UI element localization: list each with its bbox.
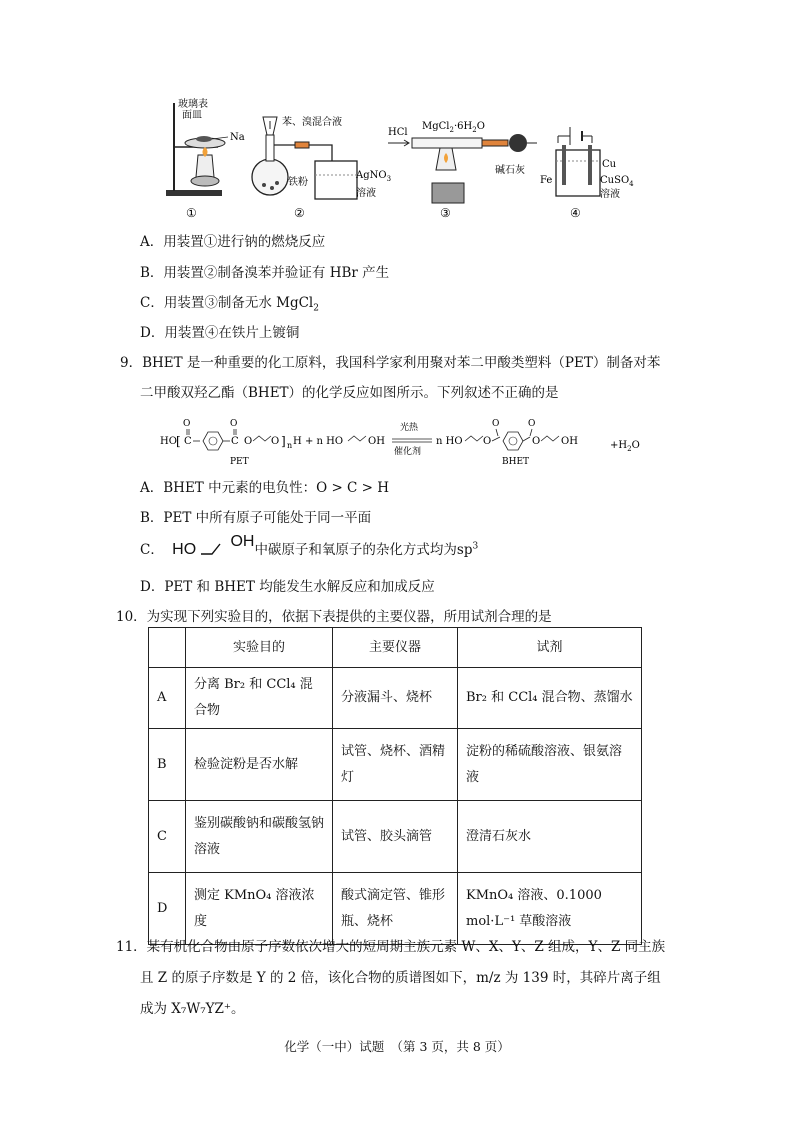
num-3: ③ <box>440 206 451 220</box>
svg-text:C: C <box>231 436 239 447</box>
svg-text:O: O <box>244 436 253 447</box>
cond-top: 光热 <box>400 423 419 433</box>
mgcl2-label: $MgCl_2\cdot 6H_2O$ <box>422 121 485 134</box>
q9-stem-2: 二甲酸双羟乙酯（BHET）的化学反应如图所示。下列叙述不正确的是 <box>140 385 559 401</box>
row-reagents: Br₂ 和 CCl₄ 混合物、蒸馏水 <box>458 668 642 729</box>
svg-text:OH: OH <box>368 436 385 447</box>
svg-text:C: C <box>184 436 192 447</box>
ho-left: HO <box>160 436 177 447</box>
header-cell <box>149 628 186 668</box>
zigzag-bond <box>200 542 230 556</box>
row-purpose: 测定 KMnO₄ 溶液浓度 <box>186 873 333 945</box>
num-2: ② <box>294 206 305 220</box>
q8-option-b: B．用装置②制备溴苯并验证有 HBr 产生 <box>140 265 390 281</box>
header-cell: 实验目的 <box>186 628 333 668</box>
num-4: ④ <box>570 206 581 220</box>
q9-option-c: C． HO OH中碳原子和氧原子的杂化方式均为$sp^3$ <box>140 533 479 558</box>
row-key: A <box>149 668 186 729</box>
q9-stem-1: 9．BHET 是一种重要的化工原料，我国科学家利用聚对苯二甲酸类塑料（PET）制备对苯 <box>120 355 661 371</box>
reaction-scheme <box>160 412 660 472</box>
q9-option-a: A．BHET 中元素的电负性：O > C > H <box>140 480 390 496</box>
dish-label: 玻璃表 面皿 <box>178 99 208 121</box>
table-row <box>149 729 642 801</box>
row-reagents: 淀粉的稀硫酸溶液、银氨溶液 <box>458 729 642 801</box>
apparatus-3 <box>388 121 537 203</box>
q9-option-b: B．PET 中所有原子可能处于同一平面 <box>140 510 372 526</box>
row-purpose: 分离 Br₂ 和 CCl₄ 混合物 <box>186 668 333 729</box>
row-key: C <box>149 801 186 873</box>
h2o: $+H_2O$ <box>610 440 640 453</box>
svg-text:]: ] <box>281 434 286 448</box>
cond-bottom: 催化剂 <box>394 447 422 457</box>
svg-text:O: O <box>183 419 191 429</box>
q11-line-1: 11．某有机化合物由原子序数依次增大的短周期主族元素 W、X、Y、Z 组成，Y、Z 同主族 <box>116 939 666 955</box>
solution2-label: 溶液 <box>600 189 620 200</box>
num-1: ① <box>186 206 197 220</box>
hcl-label: HCl <box>388 127 408 138</box>
row-instruments: 分液漏斗、烧杯 <box>333 668 458 729</box>
q10-stem: 10．为实现下列实验目的，依据下表提供的主要仪器，所用试剂合理的是 <box>116 609 552 625</box>
svg-text:O: O <box>483 436 492 447</box>
pet-label: PET <box>230 457 249 467</box>
bhet-label: BHET <box>502 457 530 467</box>
soda-lime-label: 碱石灰 <box>495 165 525 176</box>
n-ho-oh: + n HO <box>305 436 344 447</box>
svg-text:O: O <box>492 419 500 429</box>
row-instruments: 试管、烧杯、酒精灯 <box>333 729 458 801</box>
apparatus-4 <box>540 127 634 200</box>
svg-text:O: O <box>528 419 536 429</box>
svg-text:OH: OH <box>561 436 578 447</box>
row-reagents: KMnO₄ 溶液、0.1000 mol·L⁻¹ 草酸溶液 <box>458 873 642 945</box>
q8-option-d: D．用装置④在铁片上镀铜 <box>140 325 300 341</box>
benzene-label: 苯、溴混合液 <box>282 117 342 128</box>
table-row <box>149 668 642 729</box>
row-instruments: 酸式滴定管、锥形瓶、烧杯 <box>333 873 458 945</box>
iron-label: 铁粉 <box>288 177 308 188</box>
q11-line-2: 且 Z 的原子序数是 Y 的 2 倍，该化合物的质谱图如下，m/z 为 139 时，其碎片离子组 <box>140 970 661 986</box>
experiment-table <box>148 627 642 945</box>
q8-option-c: C．用装置③制备无水 MgCl$_2$ <box>140 295 319 314</box>
table-header-row <box>149 628 642 668</box>
header-cell: 试剂 <box>458 628 642 668</box>
q11-line-3: 成为 X₇W₇YZ⁺。 <box>140 1001 245 1017</box>
svg-text:O: O <box>532 436 541 447</box>
apparatus-figure <box>160 95 634 225</box>
h-right: H <box>293 436 302 447</box>
svg-text:n: n <box>287 441 293 450</box>
n-product: n HO <box>436 436 463 447</box>
header-cell: 主要仪器 <box>333 628 458 668</box>
q9-option-d: D．PET 和 BHET 均能发生水解反应和加成反应 <box>140 579 435 595</box>
row-reagents: 澄清石灰水 <box>458 801 642 873</box>
cu-label: Cu <box>602 159 617 170</box>
apparatus-2 <box>252 115 391 199</box>
row-instruments: 试管、胶头滴管 <box>333 801 458 873</box>
svg-text:O: O <box>230 419 238 429</box>
cuso4-label: CuSO$_4$ <box>600 175 634 188</box>
row-key: D <box>149 873 186 945</box>
solution-label: 溶液 <box>356 188 376 199</box>
fe-label: Fe <box>540 175 553 186</box>
svg-text:[: [ <box>176 434 181 448</box>
row-key: B <box>149 729 186 801</box>
row-purpose: 检验淀粉是否水解 <box>186 729 333 801</box>
na-label: Na <box>230 132 245 143</box>
apparatus-1 <box>166 97 245 196</box>
table-row <box>149 801 642 873</box>
q8-option-a: A．用装置①进行钠的燃烧反应 <box>140 234 326 250</box>
agno3-label: AgNO$_3$ <box>356 170 392 183</box>
table-row <box>149 873 642 945</box>
row-purpose: 鉴别碳酸钠和碳酸氢钠溶液 <box>186 801 333 873</box>
svg-text:O: O <box>271 436 280 447</box>
page-footer: 化学（一中）试题 （第 3 页，共 8 页） <box>284 1039 510 1054</box>
